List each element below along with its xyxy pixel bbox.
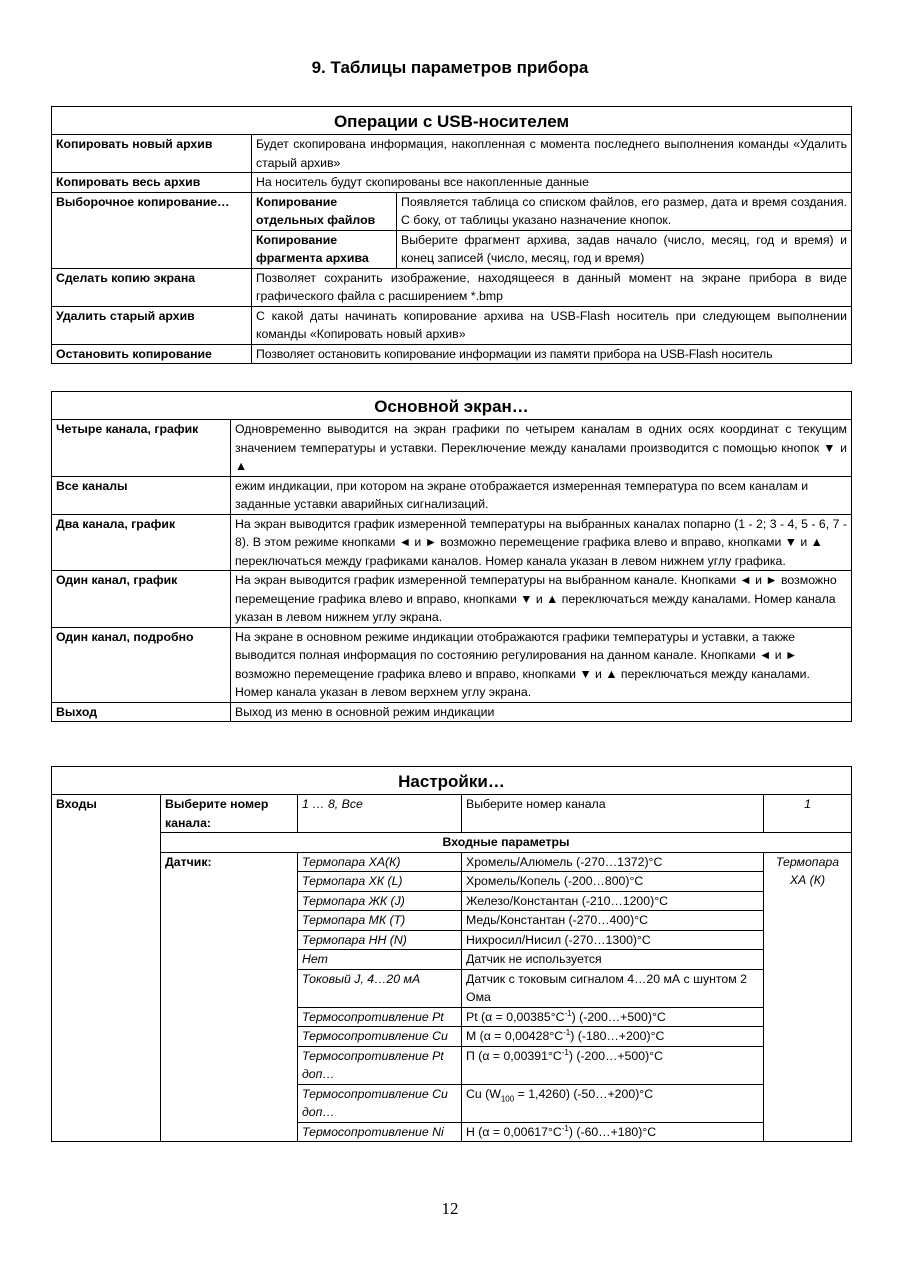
sensor-name: Термосопротивление Cu bbox=[298, 1027, 462, 1047]
table-row bbox=[52, 192, 852, 230]
sensor-description: Хромель/Алюмель (-270…1372)°C bbox=[462, 852, 764, 872]
sensor-name: Термопара ЖК (J) bbox=[298, 891, 462, 911]
row-description: На экране в основном режиме индикации отображаются графики температуры и уставки, а также выводится полная информация по состоянию регулирования на данном канале. Кнопками ◄ и ► возможно перемещение графика влево и вправо, кнопками ▼ и ▲ переключаться между каналами. Номер канала указан в левом верхнем углу экрана. bbox=[231, 627, 852, 702]
sensor-name: Термопара ХК (L) bbox=[298, 872, 462, 892]
sensor-description: Датчик с токовым сигналом 4…20 мА с шунтом 2 Ома bbox=[462, 969, 764, 1007]
row-label: Четыре канала, график bbox=[52, 420, 231, 477]
sensor-description: П $(\alpha = 0,00391^\circ C^{-1})$ (-200…+500)°C bbox=[462, 1046, 764, 1084]
sub-row-label: Копирование фрагмента архива bbox=[252, 230, 397, 268]
row-description: Позволяет остановить копирование информации из памяти прибора на USB-Flash носитель bbox=[252, 344, 852, 364]
sensor-name: Токовый J, 4…20 мА bbox=[298, 969, 462, 1007]
channel-default: 1 bbox=[764, 795, 852, 833]
table-row bbox=[52, 135, 852, 173]
table-row bbox=[52, 344, 852, 364]
sub-row-description: Появляется таблица со списком файлов, его размер, дата и время создания. С боку, от таблицы указано назначение кнопок. bbox=[397, 192, 852, 230]
sensor-name: Термопара МК (Т) bbox=[298, 911, 462, 931]
channel-label: Выберите номер канала: bbox=[161, 795, 298, 833]
sensor-row bbox=[52, 852, 852, 872]
table-row bbox=[52, 627, 852, 702]
screen-table-title: Основной экран… bbox=[52, 392, 852, 420]
sensor-name: Термопара ХА(К) bbox=[298, 852, 462, 872]
sensor-default: Термопара ХА (К) bbox=[764, 852, 852, 1142]
row-description: На носитель будут скопированы все накопленные данные bbox=[252, 173, 852, 193]
sensor-label: Датчик: bbox=[161, 852, 298, 1142]
settings-table bbox=[51, 766, 852, 1142]
row-description: Одновременно выводится на экран графики по четырем каналам в одних осях координат с текущим значением температуры и уставки. Переключение между каналами производится с помощью кнопок ▼ и ▲ bbox=[231, 420, 852, 477]
sensor-description: Хромель/Копель (-200…800)°C bbox=[462, 872, 764, 892]
row-description: С какой даты начинать копирование архива на USB-Flash носитель при следующем выполнении команды «Копировать новый архив» bbox=[252, 306, 852, 344]
settings-table-title: Настройки… bbox=[52, 767, 852, 795]
sensor-description: Pt $(\alpha = 0,00385^\circ C^{-1})$ (-200…+500)°C bbox=[462, 1007, 764, 1027]
table-row bbox=[52, 795, 852, 833]
row-description: На экран выводится график измеренной температуры на выбранном канале. Кнопками ◄ и ► возможно перемещение графика влево и вправо, кнопками ▼ и ▲ переключаться между каналами. Номер канала указан в левом нижнем углу экрана. bbox=[231, 571, 852, 628]
sensor-name: Нет bbox=[298, 950, 462, 970]
table-row bbox=[52, 306, 852, 344]
sensor-description: Cu $(W_{100} = 1,4260)$ (-50…+200)°C bbox=[462, 1084, 764, 1122]
channel-range: 1 … 8, Все bbox=[298, 795, 462, 833]
row-description: Позволяет сохранить изображение, находящееся в данный момент на экране прибора в виде графического файла с расширением *.bmp bbox=[252, 268, 852, 306]
row-label: Остановить копирование bbox=[52, 344, 252, 364]
row-description: ежим индикации, при котором на экране отображается измеренная температура по всем каналам и заданные уставки аварийных сигнализаций. bbox=[231, 476, 852, 514]
input-params-header: Входные параметры bbox=[161, 833, 852, 853]
table-row bbox=[52, 833, 852, 853]
sensor-name: Термосопротивление Pt доп… bbox=[298, 1046, 462, 1084]
row-label: Все каналы bbox=[52, 476, 231, 514]
row-label: Копировать весь архив bbox=[52, 173, 252, 193]
row-label: Выход bbox=[52, 702, 231, 722]
table-row bbox=[52, 702, 852, 722]
sensor-description: М $(\alpha = 0,00428^\circ C^{-1})$ (-180…+200)°C bbox=[462, 1027, 764, 1047]
inputs-label: Входы bbox=[52, 795, 161, 1142]
main-screen-table bbox=[51, 391, 852, 722]
sensor-name: Термосопротивление Ni bbox=[298, 1122, 462, 1142]
table-row bbox=[52, 514, 852, 571]
row-description: Выход из меню в основной режим индикации bbox=[231, 702, 852, 722]
usb-operations-table bbox=[51, 106, 852, 364]
table-row bbox=[52, 476, 852, 514]
sub-row-description: Выберите фрагмент архива, задав начало (число, месяц, год и время) и конец записей (число, месяц, год и время) bbox=[397, 230, 852, 268]
row-label: Выборочное копирование… bbox=[52, 192, 252, 268]
sensor-description: Железо/Константан (-210…1200)°C bbox=[462, 891, 764, 911]
row-description: На экран выводится график измеренной температуры на выбранных каналах попарно (1 - 2; 3 - 4, 5 - 6, 7 - 8). В этом режиме кнопками ◄ и ► возможно перемещение графика влево и вправо, кнопками ▼ и ▲ переключаться между графиками каналов. Номер канала указан в левом нижнем углу графика. bbox=[231, 514, 852, 571]
sensor-description: Нихросил/Нисил (-270…1300)°C bbox=[462, 930, 764, 950]
sensor-name: Термосопротивление Cu доп… bbox=[298, 1084, 462, 1122]
sensor-description: Медь/Константан (-270…400)°C bbox=[462, 911, 764, 931]
table-row bbox=[52, 268, 852, 306]
sensor-description: Датчик не используется bbox=[462, 950, 764, 970]
row-label: Один канал, подробно bbox=[52, 627, 231, 702]
page-title: 9. Таблицы параметров прибора bbox=[311, 58, 589, 77]
row-description: Будет скопирована информация, накопленная с момента последнего выполнения команды «Удалить старый архив» bbox=[252, 135, 852, 173]
table-row bbox=[52, 571, 852, 628]
row-label: Сделать копию экрана bbox=[52, 268, 252, 306]
row-label: Два канала, график bbox=[52, 514, 231, 571]
row-label: Копировать новый архив bbox=[52, 135, 252, 173]
page-number: 12 bbox=[441, 1199, 459, 1218]
sensor-name: Термосопротивление Pt bbox=[298, 1007, 462, 1027]
sub-row-label: Копирование отдельных файлов bbox=[252, 192, 397, 230]
usb-table-title: Операции с USB-носителем bbox=[52, 107, 852, 135]
channel-description: Выберите номер канала bbox=[462, 795, 764, 833]
sensor-name: Термопара НН (N) bbox=[298, 930, 462, 950]
row-label: Один канал, график bbox=[52, 571, 231, 628]
row-label: Удалить старый архив bbox=[52, 306, 252, 344]
table-row bbox=[52, 420, 852, 477]
sensor-description: Н $(\alpha = 0,00617^\circ C^{-1})$ (-60…+180)°C bbox=[462, 1122, 764, 1142]
table-row bbox=[52, 173, 852, 193]
